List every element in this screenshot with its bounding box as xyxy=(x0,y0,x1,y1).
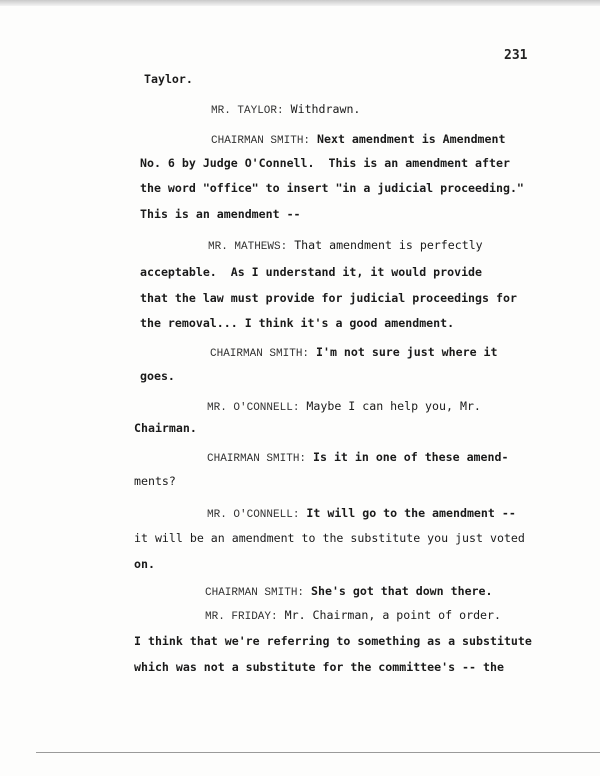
text-line xyxy=(134,556,155,572)
text-line xyxy=(210,344,498,362)
line-text: This is an amendment -- xyxy=(140,207,301,221)
line-text: the word "office" to insert "in a judicial proceeding." xyxy=(140,181,524,195)
text-line xyxy=(211,131,505,149)
speaker-label: CHAIRMAN SMITH: xyxy=(207,453,307,465)
page-bottom-edge xyxy=(36,752,600,753)
line-text: goes. xyxy=(140,369,175,383)
text-line xyxy=(134,633,532,649)
line-text: that the law must provide for judicial proceedings for xyxy=(140,291,517,305)
line-text: I think that we're referring to something as a substitute xyxy=(134,634,532,648)
scan-top-edge xyxy=(0,0,600,6)
speaker-label: MR. TAYLOR: xyxy=(211,105,284,117)
text-line xyxy=(140,155,510,171)
line-text: That amendment is perfectly xyxy=(287,238,483,252)
line-text: Next amendment is Amendment xyxy=(310,132,506,146)
text-line xyxy=(134,530,525,546)
text-line xyxy=(140,315,454,331)
line-text: It will go to the amendment -- xyxy=(299,506,516,520)
text-line xyxy=(140,368,175,384)
speaker-label: MR. FRIDAY: xyxy=(205,611,278,623)
text-line xyxy=(208,237,483,255)
line-text: which was not a substitute for the committee's -- the xyxy=(134,660,504,674)
line-text: Is it in one of these amend- xyxy=(306,450,509,464)
page-number: 231 xyxy=(504,48,528,63)
text-line xyxy=(205,583,493,601)
speaker-label: MR. O'CONNELL: xyxy=(207,509,300,521)
line-text: No. 6 by Judge O'Connell. This is an amendment after xyxy=(140,156,510,170)
line-text: She's got that down there. xyxy=(304,584,493,598)
speaker-label: CHAIRMAN SMITH: xyxy=(210,348,310,360)
line-text: acceptable. As I understand it, it would provide xyxy=(140,265,483,279)
line-text: Withdrawn. xyxy=(283,102,361,116)
line-text: it will be an amendment to the substitute you just voted xyxy=(134,531,525,545)
speaker-label: MR. O'CONNELL: xyxy=(207,402,300,414)
line-text: I'm not sure just where it xyxy=(309,345,498,359)
speaker-label: MR. MATHEWS: xyxy=(208,241,288,253)
text-line xyxy=(207,505,516,523)
line-text: the removal... I think it's a good amendment. xyxy=(140,316,455,330)
text-line xyxy=(140,290,517,306)
line-text: on. xyxy=(134,557,155,571)
text-line xyxy=(144,71,193,87)
text-line xyxy=(134,659,504,675)
text-line xyxy=(205,607,501,625)
text-line xyxy=(207,449,508,467)
text-line xyxy=(140,264,482,280)
speaker-label: CHAIRMAN SMITH: xyxy=(211,135,311,147)
line-text: ments? xyxy=(134,474,176,488)
text-line xyxy=(134,473,176,489)
text-line xyxy=(140,180,524,196)
line-text: Mr. Chairman, a point of order. xyxy=(277,608,501,622)
line-text: Chairman. xyxy=(134,421,197,435)
speaker-label: CHAIRMAN SMITH: xyxy=(205,587,305,599)
text-line xyxy=(207,398,481,416)
text-line xyxy=(211,101,360,119)
text-line xyxy=(140,206,301,222)
line-text: Maybe I can help you, Mr. xyxy=(299,399,481,413)
text-line xyxy=(134,420,197,436)
line-text: Taylor. xyxy=(144,72,193,86)
